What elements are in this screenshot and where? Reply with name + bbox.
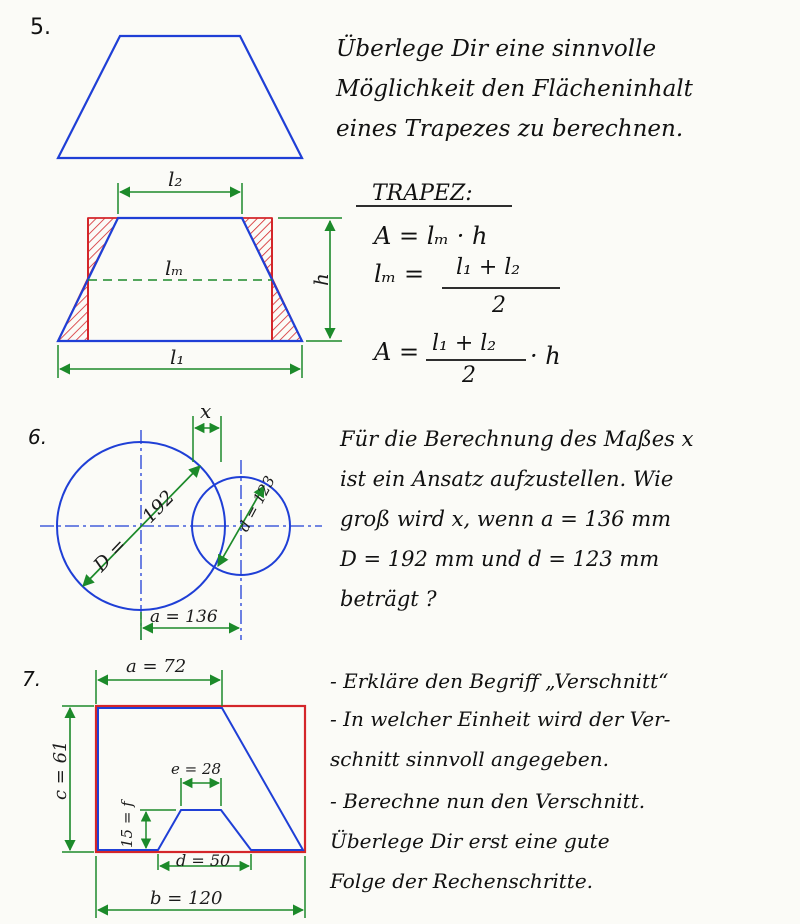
task-5-line-2: Möglichkeit den Flächeninhalt bbox=[336, 76, 693, 102]
task-7-number: 7. bbox=[22, 667, 42, 691]
formula-lm-denominator: 2 bbox=[492, 293, 506, 318]
formula-heading: TRAPEZ: bbox=[372, 181, 473, 206]
formula-a-numerator: l₁ + l₂ bbox=[432, 331, 497, 356]
dim-c-61: c = 61 bbox=[50, 740, 71, 800]
formula-area-mean: A = lₘ · h bbox=[374, 222, 488, 250]
dim-D-label: D = bbox=[89, 534, 132, 577]
dim-a-136: a = 136 bbox=[150, 607, 218, 627]
trapezoid-construction bbox=[58, 167, 342, 378]
task-6-line-1: Für die Berechnung des Maßes x bbox=[340, 427, 694, 451]
dim-x: x bbox=[200, 399, 212, 423]
dim-l1: l₁ bbox=[170, 345, 185, 369]
task-7-line-1: - Erkläre den Begriff „Verschnitt“ bbox=[330, 669, 669, 693]
formula-lm-left: lₘ = bbox=[374, 260, 425, 288]
dim-lm: lₘ bbox=[165, 256, 184, 280]
task-5-text bbox=[335, 35, 694, 142]
dim-e-28: e = 28 bbox=[171, 760, 222, 778]
dim-d-50: d = 50 bbox=[176, 851, 231, 870]
task-7-line-4: - Berechne nun den Verschnitt. bbox=[330, 789, 646, 813]
task-6 bbox=[28, 399, 694, 640]
dim-a-72: a = 72 bbox=[126, 656, 187, 677]
dim-l2: l₂ bbox=[168, 167, 183, 191]
formula-a-right: · h bbox=[530, 342, 561, 370]
task-7 bbox=[22, 656, 671, 918]
formula-lm-numerator: l₁ + l₂ bbox=[456, 255, 521, 280]
task-7-line-3: schnitt sinnvoll angegeben. bbox=[330, 747, 609, 771]
task-6-line-5: beträgt ? bbox=[340, 587, 437, 611]
task-7-line-5: Überlege Dir erst eine gute bbox=[330, 829, 610, 853]
formula-a-left: A = bbox=[374, 338, 420, 366]
dim-D-value: 192 bbox=[138, 486, 180, 528]
trapezoid-formulas bbox=[356, 181, 561, 388]
dim-h: h bbox=[309, 273, 333, 286]
trapezoid-shape bbox=[58, 36, 302, 158]
formula-a-denominator: 2 bbox=[462, 363, 476, 388]
task-5-line-1: Überlege Dir eine sinnvolle bbox=[336, 36, 657, 62]
task-7-line-2: - In welcher Einheit wird der Ver- bbox=[330, 707, 671, 731]
task-6-line-4: D = 192 mm und d = 123 mm bbox=[340, 547, 660, 571]
task-6-text bbox=[339, 427, 694, 611]
dim-f-15: 15 = f bbox=[118, 801, 136, 848]
task-5-number: 5. bbox=[30, 15, 51, 40]
task-5 bbox=[30, 15, 694, 388]
task-6-line-3: groß wird x, wenn a = 136 mm bbox=[340, 507, 672, 531]
task-7-text bbox=[329, 669, 671, 893]
task-7-line-6: Folge der Rechenschritte. bbox=[330, 869, 594, 893]
dim-b-120: b = 120 bbox=[150, 888, 223, 909]
task-5-line-3: eines Trapezes zu berechnen. bbox=[336, 116, 684, 142]
dim-d: d = 123 bbox=[234, 472, 279, 535]
task-6-number: 6. bbox=[28, 425, 48, 449]
task-6-line-2: ist ein Ansatz aufzustellen. Wie bbox=[340, 467, 674, 491]
